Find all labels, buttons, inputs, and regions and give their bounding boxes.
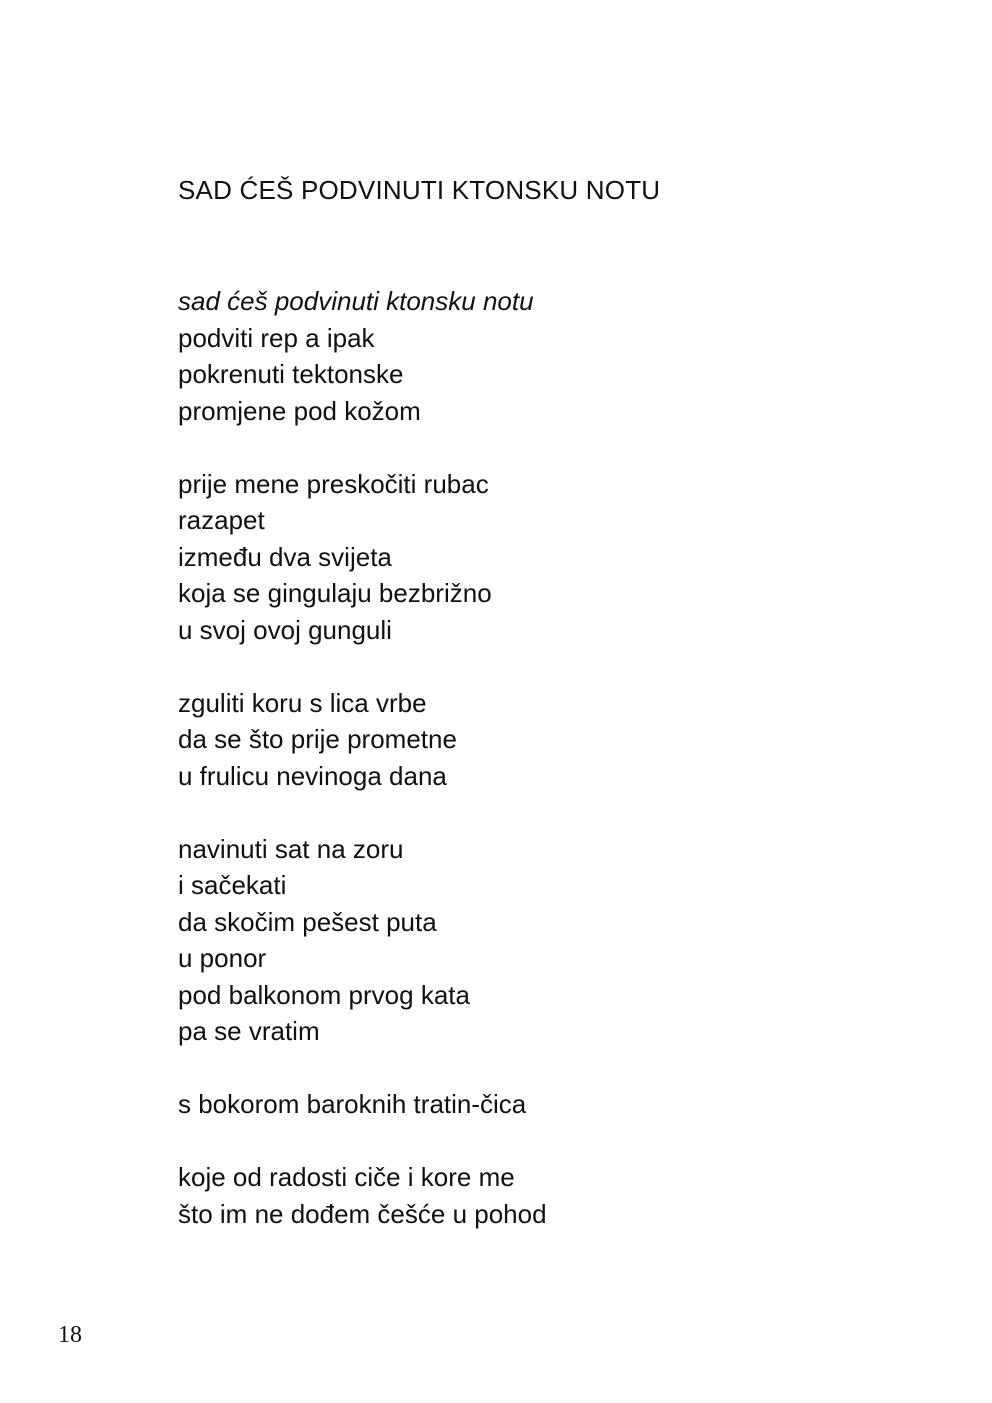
- stanza: [178, 283, 878, 429]
- poem-line: zguliti koru s lica vrbe: [178, 687, 427, 718]
- poem-line: pod balkonom prvog kata: [178, 979, 470, 1010]
- poem-line: pokrenuti tektonske: [178, 359, 404, 389]
- poem-line: u frulicu nevinoga dana: [178, 760, 447, 791]
- poem-line: sad ćeš podvinuti ktonsku notu: [178, 286, 534, 316]
- page-number: 18: [58, 1322, 82, 1348]
- stanza: [178, 1159, 878, 1232]
- poem-line: u svoj ovoj gunguli: [178, 614, 392, 645]
- poem-line: razapet: [178, 505, 265, 535]
- poem-line: koje od radosti ciče i kore me: [178, 1162, 515, 1192]
- stanza: [178, 831, 878, 1050]
- poem-line: u ponor: [178, 943, 267, 973]
- poem-line: s bokorom baroknih tratin-čica: [178, 1089, 527, 1119]
- poem-line: promjene pod kožom: [178, 395, 421, 426]
- poem-line: između dva svijeta: [178, 541, 392, 572]
- stanza: [178, 1086, 878, 1123]
- poem-line: prije mene preskočiti rubac: [178, 468, 489, 499]
- poem-line: da se što prije prometne: [178, 724, 457, 754]
- poem-line: podviti rep a ipak: [178, 322, 375, 353]
- poem-body: [178, 283, 878, 1269]
- stanza: [178, 466, 878, 649]
- poem-title: SAD ĆEŠ PODVINUTI KTONSKU NOTU: [178, 175, 661, 205]
- poem-line: koja se gingulaju bezbrižno: [178, 578, 492, 608]
- poem-line: što im ne dođem češće u pohod: [178, 1198, 547, 1229]
- poem-line: navinuti sat na zoru: [178, 833, 404, 864]
- poem-line: da skočim pešest puta: [178, 906, 437, 937]
- poem-line: i sačekati: [178, 870, 287, 900]
- poem-line: pa se vratim: [178, 1016, 320, 1046]
- stanza: [178, 685, 878, 795]
